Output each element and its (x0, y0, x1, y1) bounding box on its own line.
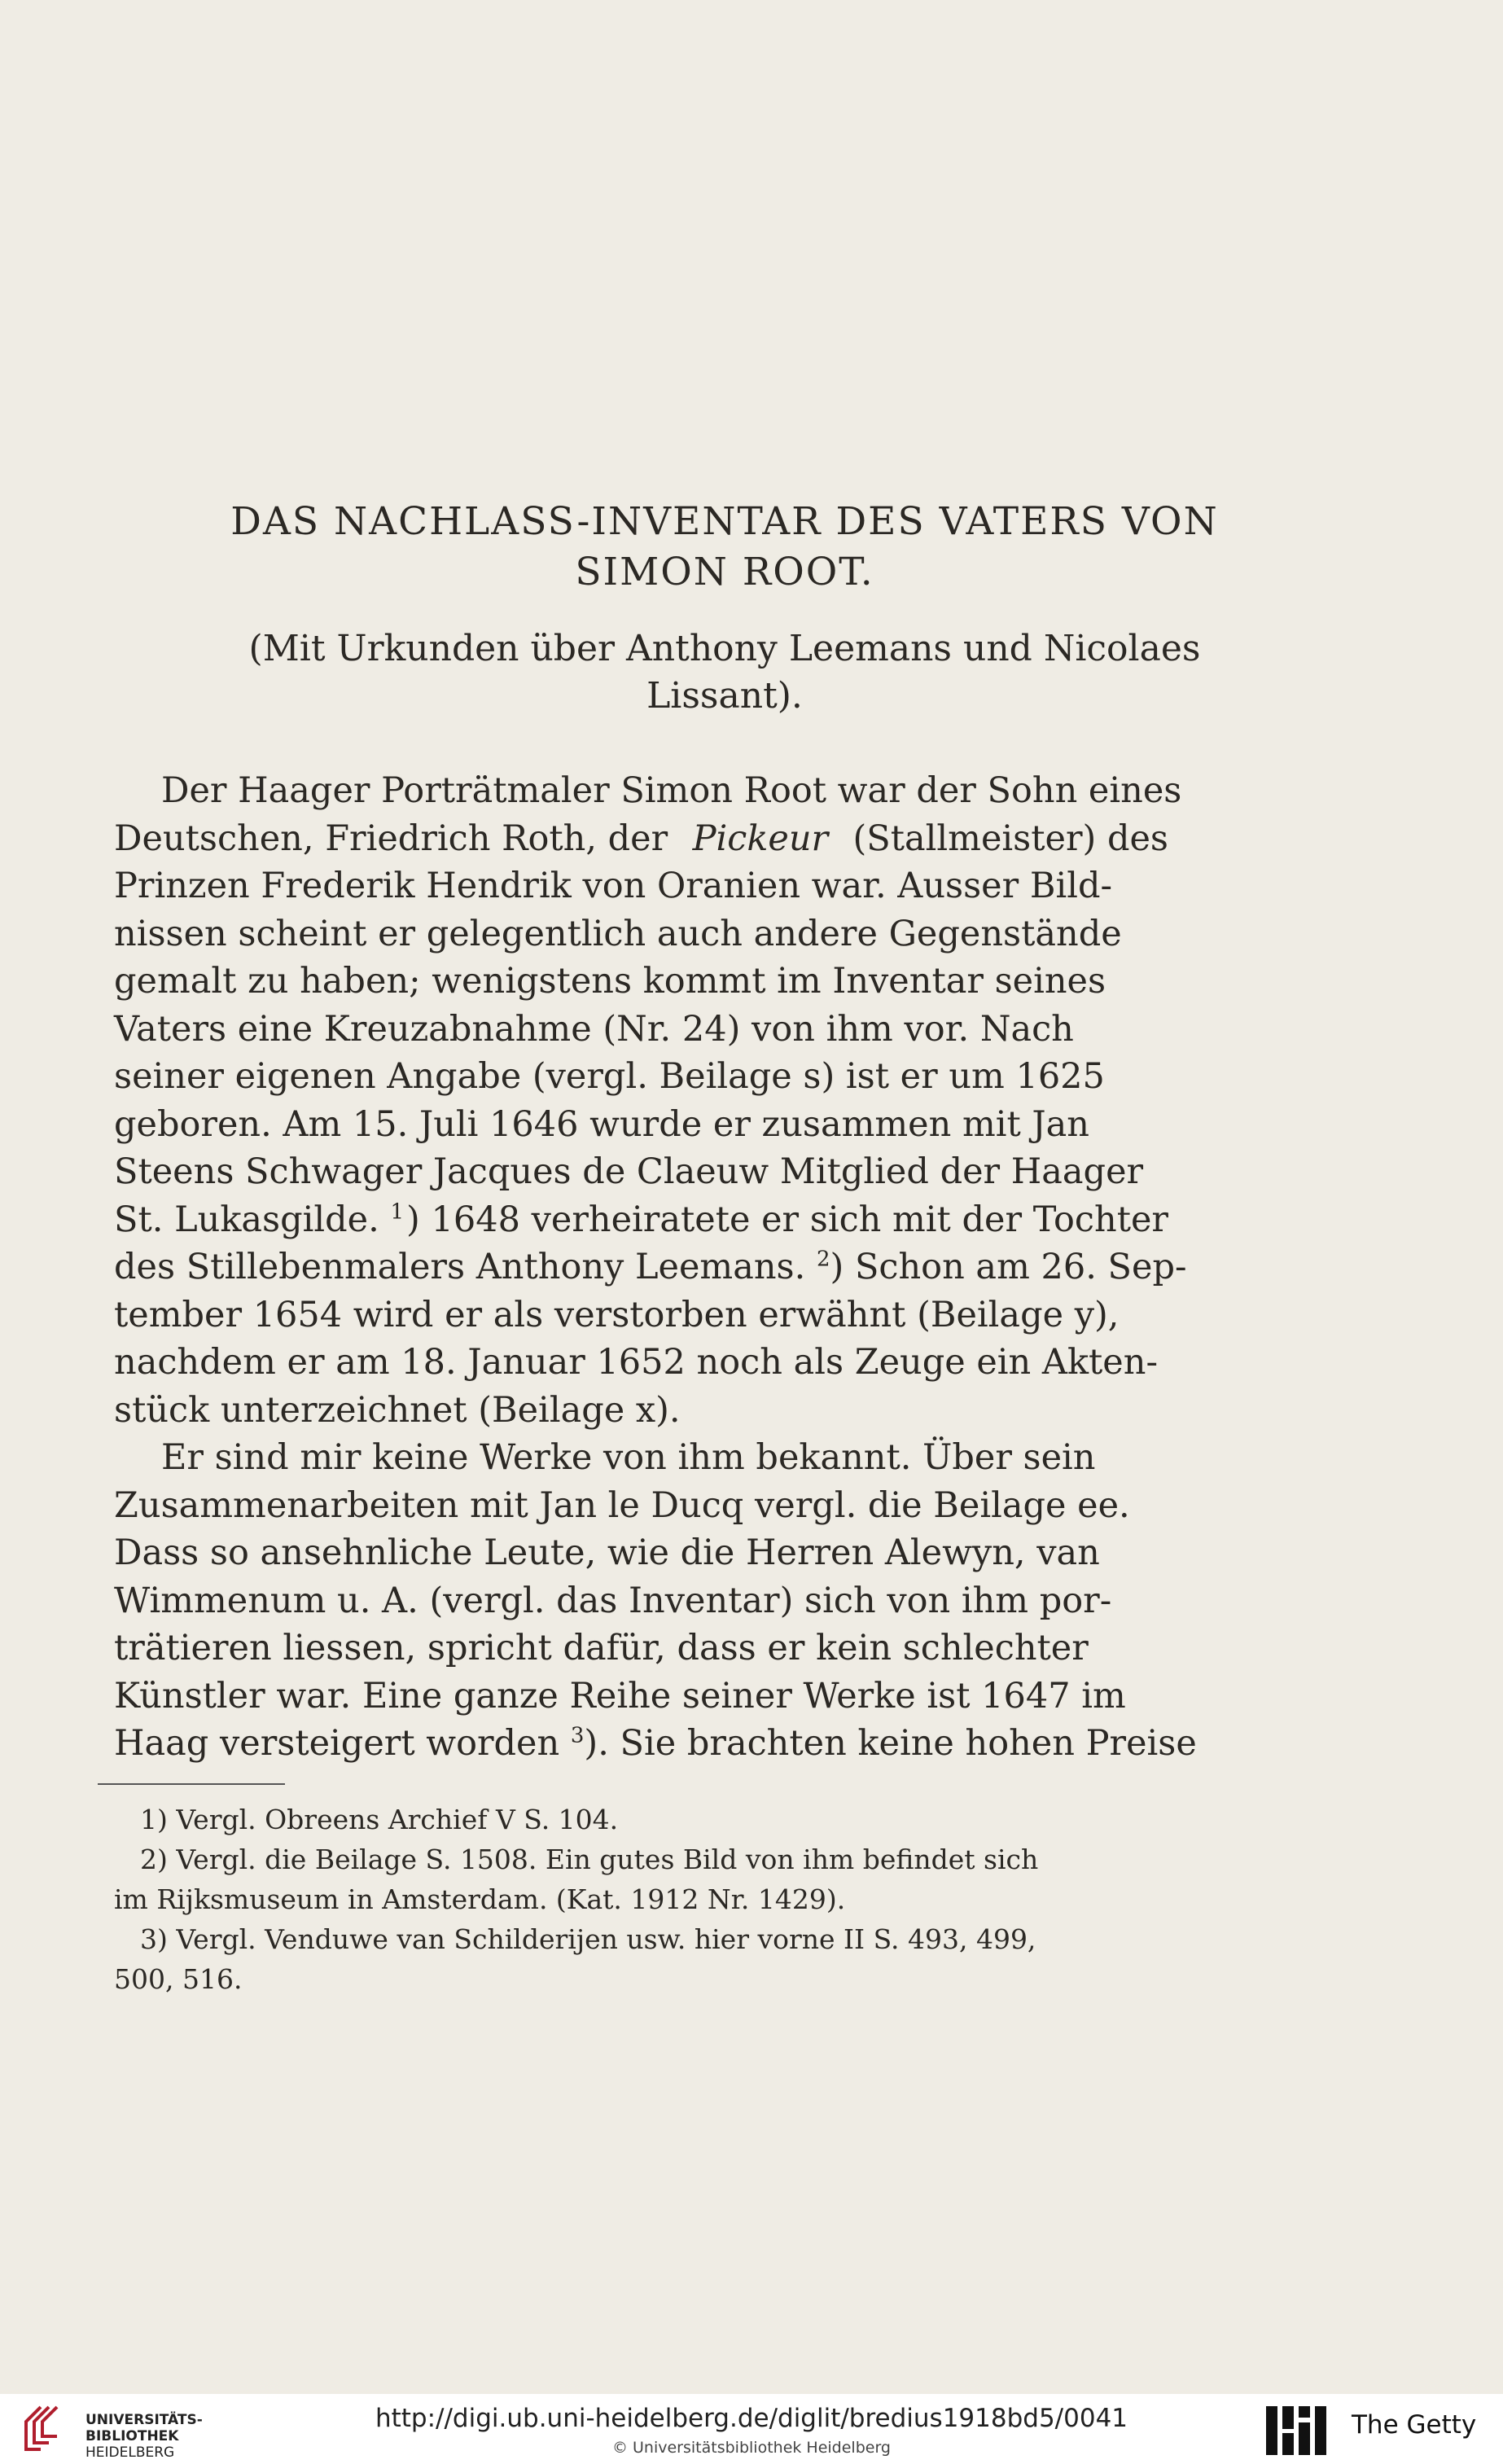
title-line-1: DAS NACHLASS-INVENTAR DES VATERS VON (230, 499, 1219, 544)
text-span (114, 1243, 830, 1291)
text-line: gemalt zu haben; wenigstens kommt im Inventar seines (114, 961, 1106, 1002)
text-line: stück unterzeichnet (Beilage x). (114, 1389, 681, 1431)
text-span: St. Lukasgilde. (114, 1199, 379, 1240)
getty-logo-icon (1262, 2402, 1335, 2459)
chapter-title (114, 497, 1335, 598)
library-line-1: UNIVERSITÄTS- (85, 2412, 203, 2428)
text-span: des Stillebenmalers Anthony Leemans. (114, 1247, 806, 1287)
text-span: ). Sie brachten keine hohen Preise (584, 1723, 1197, 1764)
footnote-divider (98, 1783, 285, 1785)
text-span: ) 1648 verheiratete er sich mit der Tochter (406, 1199, 1168, 1240)
text-line: Prinzen Frederik Hendrik von Oranien war. Ausser Bild- (114, 866, 1113, 906)
footnotes (114, 1800, 1168, 1999)
text-line: Wimmenum u. A. (vergl. das Inventar) sich von ihm por- (114, 1580, 1112, 1621)
text-span: Deutschen, Friedrich Roth, der (114, 818, 668, 859)
title-line-2: SIMON ROOT. (575, 550, 874, 594)
footnote-ref-2: 2 (816, 1247, 830, 1272)
text-line: nissen scheint er gelegentlich auch andere Gegenstände (114, 913, 1122, 954)
text-span (114, 1720, 584, 1768)
main-text (114, 767, 1197, 1768)
subtitle-line-2: Lissant). (646, 675, 803, 717)
text-line: nachdem er am 18. Januar 1652 noch als Zeuge ein Akten- (114, 1342, 1158, 1383)
footnote-2-cont: im Rijksmuseum in Amsterdam. (Kat. 1912 Nr. 1429). (114, 1883, 846, 1915)
text-line (114, 1243, 1187, 1291)
permalink-url[interactable]: http://digi.ub.uni-heidelberg.de/diglit/bredius1918bd5/0041 (375, 2404, 1128, 2433)
text-line: trätieren liessen, spricht dafür, dass er kein schlechter (114, 1628, 1089, 1668)
text-span: (Stallmeister) des (852, 818, 1168, 859)
text-line: Künstler war. Eine ganze Reihe seiner Werke ist 1647 im (114, 1675, 1126, 1716)
getty-label: The Getty (1352, 2410, 1477, 2440)
text-line: tember 1654 wird er als verstorben erwähnt (Beilage y), (114, 1294, 1120, 1335)
text-span: Haag versteigert worden (114, 1723, 560, 1764)
library-line-3: HEIDELBERG (85, 2444, 175, 2461)
text-span (114, 1196, 404, 1244)
text-span: ) Schon am 26. Sep- (830, 1247, 1187, 1287)
footnote-3-cont: 500, 516. (114, 1963, 243, 1995)
text-line (114, 1720, 1197, 1768)
text-line: Zusammenarbeiten mit Jan le Ducq vergl. die Beilage ee. (114, 1484, 1130, 1526)
footnote-ref-1: 1 (390, 1199, 404, 1225)
text-line: Vaters eine Kreuzabnahme (Nr. 24) von ihm vor. Nach (114, 1008, 1074, 1050)
footnote-ref-3: 3 (570, 1723, 585, 1748)
text-line: Dass so ansehnliche Leute, wie die Herren Alewyn, van (114, 1532, 1100, 1573)
footnote-3: 3) Vergl. Venduwe van Schilderijen usw. hier vorne II S. 493, 499, (140, 1923, 1036, 1955)
text-line (114, 815, 1168, 863)
footnote-2: 2) Vergl. die Beilage S. 1508. Ein gutes Bild von ihm befindet sich (140, 1844, 1039, 1875)
text-line: geboren. Am 15. Juli 1646 wurde er zusammen mit Jan (114, 1103, 1089, 1145)
text-line: seiner eigenen Angabe (vergl. Beilage s) ist er um 1625 (114, 1056, 1105, 1097)
text-line: Der Haager Porträtmaler Simon Root war der Sohn eines (161, 770, 1182, 811)
subtitle-line-1: (Mit Urkunden über Anthony Leemans und Nicolaes (248, 628, 1201, 669)
copyright-notice: © Universitätsbibliothek Heidelberg (611, 2439, 891, 2457)
text-line: Er sind mir keine Werke von ihm bekannt. Über sein (161, 1437, 1096, 1478)
text-line: Steens Schwager Jacques de Claeuw Mitglied der Haager (114, 1151, 1144, 1192)
italic-term: Pickeur (692, 818, 829, 859)
chapter-subtitle (114, 625, 1335, 720)
library-line-2: BIBLIOTHEK (85, 2428, 179, 2444)
text-line (114, 1196, 1168, 1244)
footnote-1: 1) Vergl. Obreens Archief V S. 104. (140, 1804, 619, 1835)
